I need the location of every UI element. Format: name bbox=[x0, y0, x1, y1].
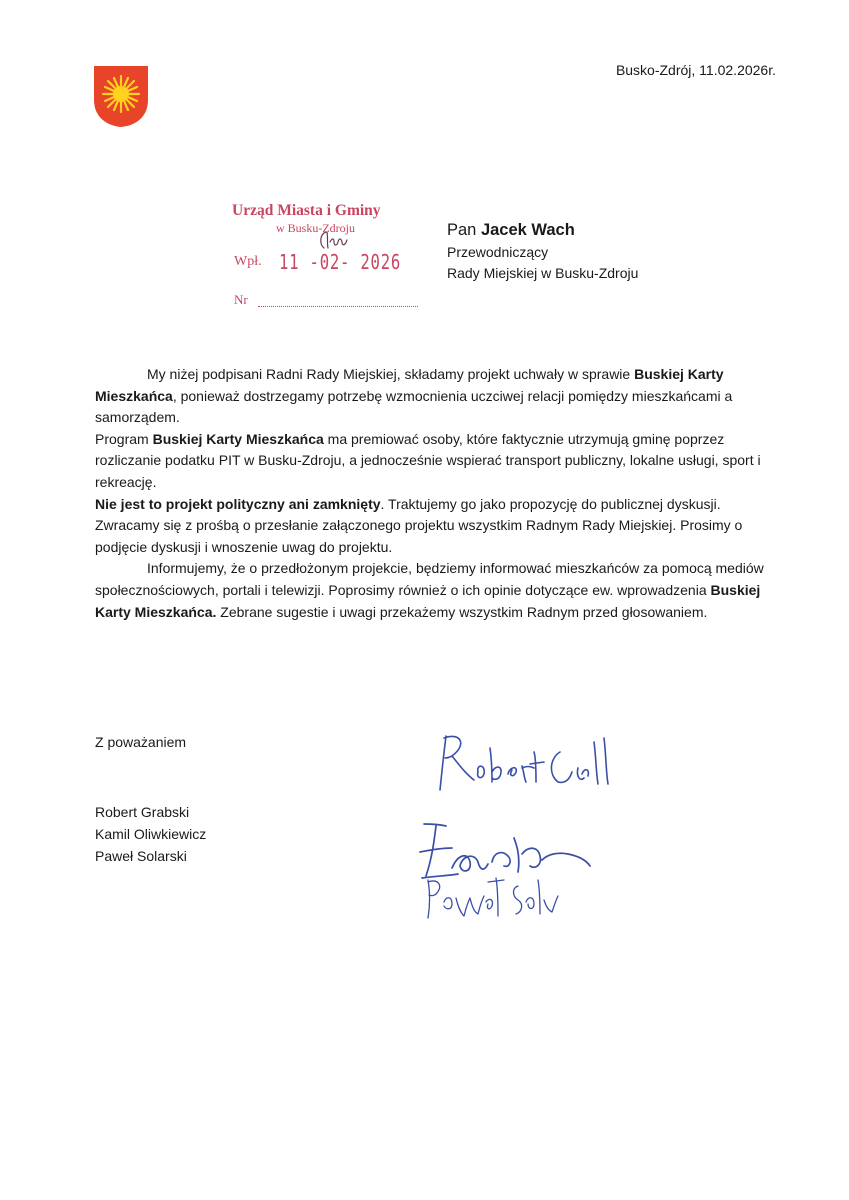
closing-salutation: Z poważaniem bbox=[95, 734, 187, 750]
town-crest-sun-icon bbox=[92, 64, 150, 128]
signatory-name: Robert Grabski bbox=[95, 804, 190, 820]
stamp-subtitle: w Busku-Zdroju bbox=[276, 221, 355, 235]
paragraph-4-end: Zebrane sugestie i uwagi przekażemy wszystkim Radnym przed głosowaniem. bbox=[216, 603, 708, 620]
paragraph-1-bold: Buskiej Karty Mieszkańca bbox=[95, 366, 724, 404]
paragraph-3-bold: Nie jest to projekt polityczny ani zamknięty bbox=[95, 495, 381, 512]
addressee-name bbox=[447, 218, 638, 242]
signature-robert-grabski bbox=[430, 728, 620, 798]
paragraph-2-end: ma premiować osoby, które faktycznie utrzymują gminę poprzez rozliczanie podatku PIT w Busku-Zdroju, a jednocześnie wspierać transport publiczny, lokalne usługi, sport i rekreację. bbox=[95, 430, 761, 490]
paragraph-2 bbox=[95, 429, 765, 494]
paragraph-2-bold: Buskiej Karty Mieszkańca bbox=[152, 430, 324, 447]
stamp-date: 11 -02- 2026 bbox=[279, 250, 402, 274]
addressee-block bbox=[447, 218, 638, 284]
addressee-institution: Rady Miejskiej w Busku-Zdroju bbox=[447, 265, 639, 281]
signatory-list bbox=[95, 801, 206, 867]
paragraph-3-text: . Traktujemy go jako propozycję do publicznej dyskusji. Zwracamy się z prośbą o przesłanie załączonego projektu wszystkim Radnym Rady Miejskiej. Prosimy o podjęcie dyskusji i wnoszenie uwag do projektu. bbox=[95, 495, 743, 555]
signatory-name: Paweł Solarski bbox=[95, 848, 187, 864]
paragraph-4-text: Informujemy, że o przedłożonym projekcie, będziemy informować mieszkańców za pomocą mediów społecznościowych, portali i telewizji. Poprosimy również o ich opinie dotyczące ew. wprowadzenia bbox=[95, 560, 764, 598]
addressee-prefix: Pan bbox=[447, 221, 477, 239]
signatory-name: Kamil Oliwkiewicz bbox=[95, 826, 207, 842]
paragraph-4-bold: Buskiej Karty Mieszkańca. bbox=[95, 581, 761, 620]
registry-stamp bbox=[224, 202, 424, 314]
stamp-number-label: Nr bbox=[234, 292, 248, 307]
signature-pawel-solarski bbox=[422, 872, 562, 922]
paragraph-4 bbox=[95, 558, 765, 623]
stamp-received-label: Wpł. bbox=[234, 254, 262, 269]
stamp-title: Urząd Miasta i Gminy bbox=[232, 202, 381, 219]
stamp-initial-mark bbox=[316, 228, 350, 252]
addressee-role: Przewodniczący bbox=[447, 244, 549, 260]
stamp-number-line bbox=[258, 306, 418, 307]
paragraph-1-text: My niżej podpisani Radni Rady Miejskiej, składamy projekt uchwały w sprawie bbox=[147, 366, 635, 382]
letter-body bbox=[95, 364, 765, 623]
paragraph-2-text: Program bbox=[95, 430, 153, 447]
paragraph-1 bbox=[95, 364, 765, 429]
paragraph-3 bbox=[95, 494, 765, 559]
place-date: Busko-Zdrój, 11.02.2026r. bbox=[615, 62, 776, 78]
paragraph-1-end: , ponieważ dostrzegamy potrzebę wzmocnienia uczciwej relacji pomiędzy mieszkańcami a samorządem. bbox=[95, 387, 733, 426]
addressee-full-name: Jacek Wach bbox=[480, 221, 575, 239]
